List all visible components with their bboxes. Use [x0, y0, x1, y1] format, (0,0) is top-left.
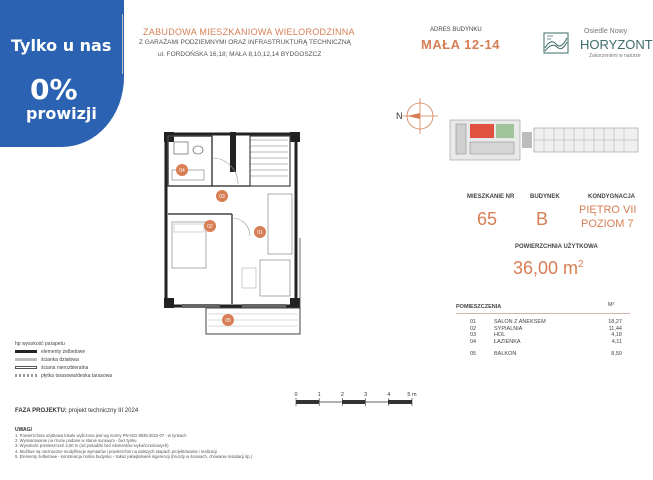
legend-swatch	[15, 358, 37, 361]
scale-tick-label: 1	[317, 392, 321, 398]
scale-tick-label: 3	[364, 392, 368, 398]
room-num: 01	[470, 319, 477, 325]
notes-title: UWAGI	[15, 427, 32, 433]
apartment-nr-value: 65	[477, 209, 498, 229]
room-area: 11,44	[608, 325, 622, 332]
logo-tagline: Zakorzenieni w naturze	[589, 53, 641, 59]
note-item: 5. Elementy żelbetowe - konstrukcja nośna budynku - zakaz jakiejkolwiek ingerencji (bruzdy w ścianach, chowanie instalacji itp.)	[15, 453, 253, 459]
building-address-label: ADRES BUDYNKU	[430, 27, 482, 33]
room-badge-04: 04	[179, 168, 185, 174]
note-item: 3. Wysokość pomieszczeń 2,60 m (od posadzki bez elementów wykończeniowych)	[15, 443, 169, 449]
room-num: 05	[470, 351, 477, 357]
promo-line-1: Tylko u nas	[11, 36, 112, 55]
room-name: HOL	[494, 332, 506, 338]
room-name: SALON Z ANEKSEM	[494, 319, 546, 325]
room-row	[470, 339, 630, 346]
apartment-nr-label: MIESZKANIE NR	[467, 194, 515, 200]
legend-swatch	[15, 366, 37, 369]
note-item: 4. Możliwe są nieznaczne modyfikacje wymiarów i powierzchni na dalszych etapach projektowania i realizacji	[15, 448, 218, 454]
logo-main-text: HORYZONT	[580, 37, 653, 52]
room-area: 18,27	[608, 319, 622, 325]
compass-letter: N	[396, 111, 403, 121]
room-badge-03: 03	[219, 194, 225, 200]
promo-line-2: prowizji	[26, 104, 97, 123]
room-badge-05: 05	[225, 318, 231, 324]
building-address-value: MAŁA 12-14	[421, 37, 500, 52]
rooms-divider	[456, 313, 630, 314]
note-item: 2. Wymiarowanie na rzucie podane w stanie surowym - bez tynku	[15, 438, 137, 444]
logo-top-text: Osiedle Nowy	[584, 28, 628, 35]
room-area: 4,18	[611, 332, 622, 338]
notes	[15, 427, 435, 459]
floor-plan	[150, 118, 320, 340]
scale-tick-label: 0	[294, 392, 298, 398]
room-badge-01: 01	[257, 230, 263, 236]
project-phase: FAZA PROJEKTU: projekt techniczny III 2024	[15, 408, 139, 414]
room-num: 02	[470, 325, 477, 332]
scale-tick-label: 4	[387, 392, 391, 398]
usable-area-value: 36,00 $m^2$	[513, 258, 584, 278]
room-area: 8,50	[611, 351, 622, 357]
room-num: 03	[470, 332, 477, 338]
legend-swatch	[15, 374, 37, 377]
room-row	[470, 351, 630, 358]
logo-icon	[543, 32, 569, 54]
scale-bar	[290, 388, 420, 412]
project-address: ul. FORDOŃSKA 16,18; MAŁA 8,10,12,14 BYDGOSZCZ	[158, 51, 322, 58]
storey-line-2: POZIOM 7	[581, 218, 634, 230]
note-item: 1. Powierzchnia użytkowa lokalu wyliczona jest wg normy PN-ISO 9836:2022-07 - w tynkach	[15, 433, 187, 438]
project-subtitle: Z GARAŻAMI PODZIEMNYMI ORAZ INFRASTRUKTURĄ TECHNICZNĄ	[139, 39, 351, 46]
building-label: BUDYNEK	[530, 194, 560, 200]
legend-swatch	[15, 350, 37, 353]
room-name: BALKON	[494, 351, 517, 357]
site-highlight	[470, 124, 494, 138]
room-name: SYPIALNIA	[494, 325, 523, 332]
promo-percent: 0%	[30, 73, 78, 106]
building-value: B	[536, 209, 549, 229]
room-num: 04	[470, 338, 477, 345]
north-compass-icon	[396, 94, 440, 138]
header-divider	[122, 14, 123, 74]
storey-label: KONDYGNACJA	[588, 194, 636, 200]
storey-line-1: PIĘTRO VII	[579, 204, 637, 216]
room-badge-02: 02	[207, 224, 213, 230]
rooms-unit: M²	[608, 302, 615, 308]
room-name: ŁAZIENKA	[494, 338, 521, 345]
usable-area-label: POWIERZCHNIA UŻYTKOWA	[515, 244, 598, 250]
room-area: 4,11	[611, 338, 622, 345]
scale-tick-label: 2	[340, 392, 344, 398]
scale-tick-label: 5 m	[407, 392, 417, 398]
site-plan	[444, 118, 640, 164]
project-title: ZABUDOWA MIESZKANIOWA WIELORODZINNA	[143, 27, 355, 37]
rooms-header: POMIESZCZENIA	[456, 304, 502, 310]
promo-badge	[0, 0, 124, 147]
